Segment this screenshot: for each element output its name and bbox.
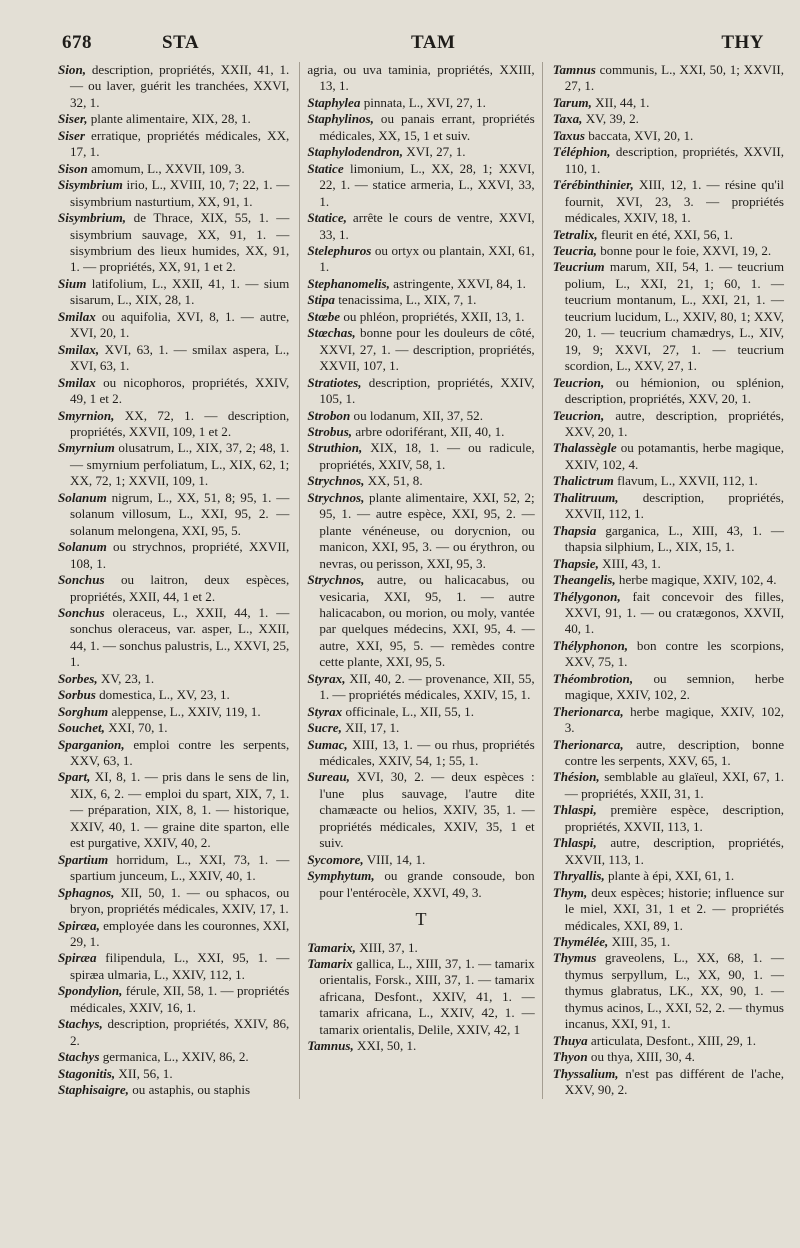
headword: Tamnus bbox=[552, 62, 596, 77]
entry-text: XIII, 12, 1. — résine qu'il fournit, XVI, 23, 3. — propriétés médicales, XXIV, 18, 1. bbox=[564, 177, 785, 226]
index-entry bbox=[552, 588, 785, 638]
entry-text: erratique, propriétés médicales, XX, 17, 1. bbox=[70, 127, 290, 160]
headword: Smyrnium bbox=[58, 440, 115, 456]
headword: Sparganion, bbox=[58, 736, 125, 752]
index-entry bbox=[307, 111, 535, 144]
headword: Solanum bbox=[58, 489, 107, 505]
headword: Staphylodendron, bbox=[307, 144, 403, 160]
index-entry bbox=[307, 670, 535, 704]
running-head-left: STA bbox=[162, 32, 200, 53]
index-entry bbox=[552, 111, 784, 127]
entry-text: XII, 56, 1. bbox=[115, 1065, 173, 1081]
headword: Sureau, bbox=[307, 769, 350, 785]
index-entry bbox=[552, 950, 785, 1032]
headword: Thapsie, bbox=[552, 555, 599, 571]
index-entry bbox=[58, 687, 289, 703]
headword: Strychnos, bbox=[307, 473, 365, 489]
headword: Sisymbrium bbox=[58, 177, 123, 193]
index-entry bbox=[307, 572, 535, 671]
headword: Stachys, bbox=[58, 1016, 103, 1032]
headword: Tarum, bbox=[552, 94, 592, 110]
entry-text: XVI, 30, 2. — deux espèces : l'une plus sauvage, l'autre dite chamæacte ou helios, XXIV, 35, 1. — propriétés médicales, XXIV, 35, 1 et suiv. bbox=[319, 769, 535, 851]
entry-text: n'est pas différent de l'ache, XXV, 90, 2. bbox=[564, 1065, 785, 1098]
index-entry bbox=[552, 703, 785, 737]
entry-text: description, propriétés, XXII, 41, 1. — ou laver, guérit les tranchées, XXVI, 32, 1. bbox=[70, 62, 290, 110]
entry-text: arrête le cours de ventre, XXVI, 33, 1. bbox=[319, 210, 535, 242]
headword: Sison bbox=[58, 160, 88, 176]
entry-text: ou thya, XIII, 30, 4. bbox=[587, 1049, 695, 1065]
entry-text: description, propriétés, XXVII, 112, 1. bbox=[564, 489, 785, 522]
index-entry bbox=[58, 1049, 289, 1065]
headword: Stœbe bbox=[307, 308, 341, 324]
index-entry bbox=[552, 1065, 785, 1099]
entry-text: fleurit en été, XXI, 56, 1. bbox=[597, 226, 733, 242]
index-entry bbox=[552, 802, 785, 835]
entry-text: autre, description, bonne contre les serpents, XXV, 65, 1. bbox=[564, 736, 785, 769]
index-entry bbox=[552, 884, 785, 934]
index-entry bbox=[307, 939, 534, 956]
headword: Strychnos, bbox=[307, 572, 365, 588]
headword: Sphagnos, bbox=[58, 884, 115, 900]
page-number: 678 bbox=[62, 32, 92, 53]
headword: Struthion, bbox=[307, 440, 363, 456]
headword: Stipa bbox=[307, 292, 335, 308]
index-entry bbox=[307, 325, 535, 374]
entry-text: bon contre les scorpions, XXV, 75, 1. bbox=[564, 637, 785, 670]
headword: Staphylinos, bbox=[307, 111, 374, 127]
headword: Teucrion, bbox=[552, 407, 605, 423]
headword: Staphylea bbox=[307, 94, 361, 110]
headword: Tamarix bbox=[307, 956, 353, 972]
index-entry bbox=[58, 736, 290, 770]
entry-text: employée dans les couronnes, XXI, 29, 1. bbox=[70, 917, 290, 950]
index-entry bbox=[307, 440, 535, 473]
headword: Thalitruum, bbox=[552, 489, 619, 505]
entry-text: autre, description, propriétés, XXV, 20, 1. bbox=[564, 407, 785, 439]
index-entry bbox=[58, 1082, 289, 1098]
entry-text: XII, 17, 1. bbox=[341, 720, 400, 736]
headword: Styrax, bbox=[307, 670, 346, 686]
index-entry bbox=[58, 670, 289, 687]
headword: Stœchas, bbox=[307, 325, 356, 341]
entry-text: XIII, 35, 1. bbox=[608, 934, 671, 950]
index-entry bbox=[307, 473, 534, 489]
index-entry bbox=[58, 308, 290, 342]
entry-text: ou potamantis, herbe magique, XXIV, 102, 4. bbox=[564, 440, 785, 472]
entry-text: horridum, L., XXI, 73, 1. — spartium junceum, L., XXIV, 40, 1. bbox=[70, 851, 290, 884]
index-entry bbox=[58, 374, 290, 408]
index-entry bbox=[58, 604, 290, 671]
index-entry bbox=[58, 720, 289, 736]
headword: Spart, bbox=[58, 769, 91, 785]
headword: Therionarca, bbox=[552, 736, 624, 752]
headword: Spartium bbox=[58, 851, 109, 867]
entry-text: articulata, Desfont., XIII, 29, 1. bbox=[587, 1032, 756, 1048]
index-entry bbox=[307, 275, 534, 292]
entry-text: gallica, L., XIII, 37, 1. — tamarix orientalis, Forsk., XIII, 37, 1. — tamarix africana, Desfont., XXIV, 41, 1. — tamarix africana, L., XXIV, 42, 1. — tamarix orientalis, Delile, XXIV, 42, 1 bbox=[319, 956, 535, 1037]
entry-text: XII, 44, 1. bbox=[591, 94, 650, 110]
entry-text: autre, description, propriétés, XXVII, 113, 1. bbox=[564, 835, 785, 867]
entry-text: ou astaphis, ou staphis bbox=[128, 1082, 251, 1098]
column-2 bbox=[299, 62, 542, 1099]
entry-text: communis, L., XXI, 50, 1; XXVII, 27, 1. bbox=[564, 62, 785, 94]
index-entry bbox=[58, 275, 290, 309]
headword: Taxus bbox=[552, 127, 585, 143]
entry-text: XV, 23, 1. bbox=[97, 670, 155, 686]
entry-text: VIII, 14, 1. bbox=[363, 851, 426, 867]
entry-text: XX, 72, 1. — description, propriétés, XXVII, 109, 1 et 2. bbox=[70, 407, 290, 439]
entry-text: nigrum, L., XX, 51, 8; 95, 1. — solanum villosum, L., XXI, 95, 2. — solanum melongena, XXI, 95, 5. bbox=[70, 489, 290, 538]
headword: Thélygonon, bbox=[552, 588, 621, 604]
headword: Sisymbrium, bbox=[58, 210, 127, 226]
entry-text: description, propriétés, XXIV, 86, 2. bbox=[70, 1016, 290, 1048]
headword: Statice bbox=[307, 160, 344, 176]
entry-text: XI, 8, 1. — pris dans le sens de lin, XIX, 6, 2. — emploi du spart, XIX, 7, 1. — préparation, XIX, 8, 1. — historique, XXIV, 40, 1. — graine dite sparton, elle est purgative, XXIV, 40, 2. bbox=[70, 769, 290, 851]
headword: Smilax bbox=[58, 308, 96, 324]
index-entry bbox=[552, 94, 784, 111]
headword: Thymus bbox=[552, 950, 597, 966]
headword: Spondylion, bbox=[58, 983, 123, 999]
headword: Sumac, bbox=[307, 736, 348, 752]
index-entry bbox=[552, 374, 785, 408]
headword: Statice, bbox=[307, 210, 347, 226]
headword: Teucrium bbox=[552, 259, 605, 275]
entry-text: pinnata, L., XVI, 27, 1. bbox=[360, 94, 486, 110]
entry-text: ou nicophoros, propriétés, XXIV, 49, 1 et 2. bbox=[70, 374, 290, 407]
index-entry bbox=[552, 473, 784, 489]
headword: Stratiotes, bbox=[307, 374, 362, 390]
index-entry bbox=[307, 62, 535, 95]
headword: Thym, bbox=[552, 884, 588, 900]
index-entry bbox=[58, 407, 290, 441]
running-head-right: THY bbox=[721, 32, 764, 53]
index-entry bbox=[307, 851, 534, 868]
entry-text: tenacissima, L., XIX, 7, 1. bbox=[334, 292, 477, 308]
index-entry bbox=[58, 440, 290, 489]
entry-text: herbe magique, XXIV, 102, 3. bbox=[564, 703, 785, 736]
headword: Souchet, bbox=[58, 720, 105, 736]
index-entry bbox=[58, 983, 290, 1016]
headword: Spiræa bbox=[58, 950, 97, 966]
index-entry bbox=[58, 210, 290, 276]
entry-text: officinale, L., XII, 55, 1. bbox=[342, 703, 474, 719]
entry-text: olusatrum, L., XIX, 37, 2; 48, 1. — smyrnium perfoliatum, L., XIX, 62, 1; XX, 72, 1; XXVII, 109, 1. bbox=[70, 440, 290, 489]
headword: Sonchus bbox=[58, 572, 105, 588]
entry-text: filipendula, L., XXI, 95, 1. — spiræa ulmaria, L., XXIV, 112, 1. bbox=[70, 950, 290, 982]
headword: Smyrnion, bbox=[58, 407, 115, 423]
index-entry bbox=[58, 1065, 289, 1082]
entry-text: aleppense, L., XXIV, 119, 1. bbox=[108, 703, 261, 719]
index-entry bbox=[307, 703, 534, 720]
index-entry bbox=[552, 440, 785, 473]
entry-text: oleraceus, L., XXII, 44, 1. — sonchus oleraceus, var. asper, L., XXII, 44, 1. — sonchus palustris, L., XXVI, 25, 1. bbox=[70, 604, 290, 670]
section-letter: T bbox=[415, 909, 427, 930]
column-1 bbox=[58, 62, 289, 1099]
entry-text: bonne pour les douleurs de côté, XXVI, 27, 1. — description, propriétés, XXVII, 107, 1. bbox=[319, 325, 535, 374]
index-entry bbox=[552, 769, 785, 802]
index-entry bbox=[307, 489, 535, 572]
index-entry bbox=[307, 956, 535, 1038]
entry-text: domestica, L., XV, 23, 1. bbox=[95, 687, 230, 703]
headword: Sorbus bbox=[58, 687, 96, 703]
entry-text: ou phléon, propriétés, XXII, 13, 1. bbox=[340, 308, 525, 324]
entry-text: XIII, 13, 1. — ou rhus, propriétés médicales, XXIV, 54, 1; 55, 1. bbox=[319, 736, 535, 769]
index-entry bbox=[552, 1049, 784, 1065]
index-entry bbox=[307, 94, 534, 111]
page-header bbox=[58, 28, 784, 62]
column-3 bbox=[553, 62, 784, 1099]
entry-text: XXI, 70, 1. bbox=[104, 720, 168, 736]
headword: Théombrotion, bbox=[552, 670, 634, 686]
entry-text: plante à épi, XXI, 61, 1. bbox=[604, 868, 735, 884]
index-entry bbox=[552, 522, 785, 556]
headword: Stelephuros bbox=[307, 242, 372, 258]
index-entry bbox=[58, 769, 290, 851]
entry-text: XIII, 37, 1. bbox=[355, 939, 418, 955]
entry-text: ou hémionion, ou splénion, description, propriétés, XXV, 20, 1. bbox=[564, 374, 785, 407]
index-entry bbox=[58, 489, 290, 539]
index-entry bbox=[552, 62, 785, 95]
entry-text: XIX, 18, 1. — ou radicule, propriétés, XXIV, 58, 1. bbox=[319, 440, 535, 472]
headword: Sorbes, bbox=[58, 670, 98, 686]
headword: Térébinthinier, bbox=[552, 177, 634, 193]
headword: Solanum bbox=[58, 539, 107, 555]
headword: Sion, bbox=[58, 62, 87, 77]
entry-text: latifolium, L., XXII, 41, 1. — sium sisarum, L., XIX, 28, 1. bbox=[70, 275, 290, 308]
headword: Thyon bbox=[552, 1049, 588, 1065]
headword: Sucre, bbox=[307, 720, 342, 736]
headword: Siser bbox=[58, 127, 85, 143]
index-entry bbox=[307, 736, 535, 770]
entry-text: ou aquifolia, XVI, 8, 1. — autre, XVI, 20, 1. bbox=[70, 308, 290, 341]
index-entry bbox=[552, 177, 785, 226]
headword: Sycomore, bbox=[307, 851, 364, 867]
headword: Sium bbox=[58, 275, 87, 291]
index-entry bbox=[552, 572, 784, 588]
headword: Thryallis, bbox=[552, 868, 605, 884]
headword: Thlaspi, bbox=[552, 835, 597, 851]
entry-text: ou ortyx ou plantain, XXI, 61, 1. bbox=[319, 242, 535, 275]
index-entry bbox=[58, 62, 290, 111]
index-entry bbox=[58, 917, 290, 951]
headword: Tamnus, bbox=[307, 1038, 354, 1054]
entry-text: ou lodanum, XII, 37, 52. bbox=[350, 407, 484, 423]
headword: Sonchus bbox=[58, 604, 105, 620]
index-entry bbox=[58, 177, 290, 210]
entry-text: ou laitron, deux espèces, propriétés, XXII, 44, 1 et 2. bbox=[70, 572, 290, 604]
index-entry bbox=[307, 769, 535, 851]
headword: Tamarix, bbox=[307, 939, 356, 955]
index-entry bbox=[307, 720, 534, 736]
headword: Teucria, bbox=[552, 242, 597, 258]
index-entry bbox=[58, 950, 290, 983]
index-entry bbox=[307, 423, 534, 440]
entry-text: plante alimentaire, XIX, 28, 1. bbox=[87, 111, 251, 127]
index-entry bbox=[552, 1032, 784, 1049]
index-entry bbox=[307, 374, 535, 408]
index-entry bbox=[552, 637, 785, 671]
entry-text: de Thrace, XIX, 55, 1. — sisymbrium sauvage, XX, 91, 1. — sisymbrium des lieux humides, XX, 91, 1. — propriétés, XX, 91, 1 et 2. bbox=[70, 210, 290, 275]
index-entry bbox=[552, 835, 785, 868]
index-entry bbox=[307, 210, 535, 243]
entry-text: deux espèces; historie; influence sur le miel, XXI, 31, 1 et 2. — propriétés médicales, XXI, 89, 1. bbox=[564, 884, 785, 933]
index-entry bbox=[552, 144, 785, 177]
index-entry bbox=[307, 308, 534, 325]
index-entry bbox=[307, 1038, 534, 1054]
index-entry bbox=[58, 127, 290, 161]
entry-text: ou semnion, herbe magique, XXIV, 102, 2. bbox=[564, 670, 785, 703]
entry-text: description, propriétés, XXVII, 110, 1. bbox=[564, 144, 785, 176]
entry-text: ou strychnos, propriété, XXVII, 108, 1. bbox=[70, 539, 290, 571]
entry-text: semblable au glaïeul, XXI, 67, 1. — propriétés, XXII, 31, 1. bbox=[564, 769, 785, 801]
entry-text: première espèce, description, propriétés, XXVII, 113, 1. bbox=[564, 802, 785, 834]
headword: Thésion, bbox=[552, 769, 600, 785]
index-entry bbox=[552, 127, 784, 144]
entry-text: XVI, 63, 1. — smilax aspera, L., XVI, 63, 1. bbox=[70, 341, 290, 374]
headword: Thyssalium, bbox=[552, 1065, 619, 1081]
index-entry bbox=[307, 407, 534, 424]
entry-text: férule, XII, 58, 1. — propriétés médicales, XXIV, 16, 1. bbox=[70, 983, 290, 1015]
headword: Siser, bbox=[58, 111, 88, 127]
index-entry bbox=[58, 539, 290, 572]
headword: Strychnos, bbox=[307, 489, 365, 505]
index-entry bbox=[552, 555, 784, 572]
entry-text: amomum, L., XXVII, 109, 3. bbox=[87, 160, 245, 176]
entry-text: herbe magique, XXIV, 102, 4. bbox=[615, 572, 777, 588]
headword: Tetralix, bbox=[552, 226, 598, 242]
entry-text: XXI, 50, 1. bbox=[353, 1038, 417, 1054]
entry-text: XII, 50, 1. — ou sphacos, ou bryon, propriétés médicales, XXIV, 17, 1. bbox=[70, 884, 290, 917]
entry-text: XIII, 43, 1. bbox=[598, 555, 661, 571]
entry-text: agria, ou uva taminia, propriétés, XXIII, 13, 1. bbox=[307, 62, 535, 94]
headword: Thlaspi, bbox=[552, 802, 597, 818]
entry-text: arbre odoriférant, XII, 40, 1. bbox=[352, 423, 505, 439]
entry-text: irio, L., XVIII, 10, 7; 22, 1. — sisymbrium nasturtium, XX, 91, 1. bbox=[70, 177, 290, 209]
index-entry bbox=[307, 292, 534, 308]
headword: Therionarca, bbox=[552, 703, 624, 719]
index-entry bbox=[552, 489, 785, 523]
headword: Téléphion, bbox=[552, 144, 611, 160]
entry-text: fait concevoir des filles, XXVI, 91, 1. — ou cratægonos, XXVII, 40, 1. bbox=[564, 588, 785, 637]
index-entry bbox=[58, 572, 290, 605]
index-entry bbox=[58, 884, 290, 918]
index-entry bbox=[58, 111, 289, 127]
entry-text: ou grande consoude, bon pour l'entérocèle, XXVI, 49, 3. bbox=[319, 868, 535, 900]
headword: Strobus, bbox=[307, 423, 353, 439]
index-entry bbox=[552, 407, 785, 441]
entry-text: XII, 40, 2. — provenance, XII, 55, 1. — propriétés médicales, XXIV, 15, 1. bbox=[319, 670, 535, 703]
running-head-center: TAM bbox=[411, 32, 456, 53]
index-entry bbox=[552, 670, 785, 704]
headword: Stephanomelis, bbox=[307, 275, 390, 291]
entry-text: bonne pour le foie, XXVI, 19, 2. bbox=[596, 242, 772, 258]
entry-text: XVI, 27, 1. bbox=[403, 144, 466, 160]
entry-text: flavum, L., XXVII, 112, 1. bbox=[613, 473, 758, 489]
entry-text: graveolens, L., XX, 68, 1. — thymus serpyllum, L., XX, 90, 1. — thymus glabratus, LK., XX, 90, 1. — thymus acinos, L., XXI, 52, 2. — thymus incanus, XXI, 91, 1. bbox=[564, 950, 785, 1032]
index-entry bbox=[552, 736, 785, 770]
index-entry bbox=[307, 868, 535, 901]
headword: Stagonitis, bbox=[58, 1065, 116, 1081]
entry-text: description, propriétés, XXIV, 105, 1. bbox=[319, 374, 535, 407]
headword: Teucrion, bbox=[552, 374, 605, 390]
index-entry bbox=[307, 144, 534, 160]
index-entry bbox=[307, 160, 535, 210]
index-entry bbox=[552, 868, 784, 884]
headword: Styrax bbox=[307, 703, 343, 719]
headword: Thélyphonon, bbox=[552, 637, 629, 653]
entry-text: autre, ou halicacabus, ou vesicaria, XXI, 95, 1. — autre halicacabon, ou morion, ou moly, vantée par quelques médecins, XXI, 95, 4. — autre, XXI, 95, 5. — remèdes contre cette plante, XXI, 95, 5. bbox=[319, 572, 535, 670]
index-entry bbox=[552, 259, 785, 374]
headword: Sorghum bbox=[58, 703, 109, 719]
entry-text: plante alimentaire, XXI, 52, 2; 95, 1. — autre espèce, XXI, 95, 2. — plante vénéneuse, ou dorycnion, ou manicon, XXI, 95, 3. — ou érythron, ou nevras, ou perisson, XXI, 95, 3. bbox=[319, 489, 535, 571]
entry-text: XV, 39, 2. bbox=[582, 111, 639, 127]
index-entry bbox=[58, 1016, 290, 1049]
entry-text: ou panais errant, propriétés médicales, XX, 15, 1 et suiv. bbox=[319, 111, 535, 143]
headword: Smilax bbox=[58, 374, 96, 390]
entry-text: baccata, XVI, 20, 1. bbox=[584, 127, 694, 143]
entry-text: emploi contre les serpents, XXV, 63, 1. bbox=[70, 736, 290, 769]
entry-text: limonium, L., XX, 28, 1; XXVI, 22, 1. — statice armeria, L., XXVI, 33, 1. bbox=[319, 160, 535, 209]
headword: Theangelis, bbox=[552, 572, 616, 588]
headword: Stachys bbox=[58, 1049, 100, 1065]
index-entry bbox=[58, 703, 289, 720]
index-entry bbox=[552, 226, 784, 243]
headword: Thalassègle bbox=[552, 440, 617, 456]
headword: Spiræa, bbox=[58, 917, 100, 933]
headword: Symphytum, bbox=[307, 868, 375, 884]
entry-text: astringente, XXVI, 84, 1. bbox=[389, 275, 526, 291]
index-entry bbox=[552, 934, 784, 950]
headword: Thapsia bbox=[552, 522, 597, 538]
entry-text: XX, 51, 8. bbox=[364, 473, 423, 489]
index-entry bbox=[58, 160, 289, 177]
headword: Thuya bbox=[552, 1032, 588, 1048]
index-entry bbox=[307, 242, 535, 276]
index-entry bbox=[58, 851, 290, 885]
headword: Strobon bbox=[307, 407, 351, 423]
headword: Thymélée, bbox=[552, 934, 609, 950]
entry-text: germanica, L., XXIV, 86, 2. bbox=[99, 1049, 249, 1065]
entry-text: garganica, L., XIII, 43, 1. — thapsia silphium, L., XIX, 15, 1. bbox=[564, 522, 785, 555]
headword: Smilax, bbox=[58, 341, 100, 357]
headword: Taxa, bbox=[552, 111, 583, 127]
index-columns bbox=[58, 62, 784, 1099]
entry-text: marum, XII, 54, 1. — teucrium polium, L., XXI, 21, 1; 60, 1. — teucrium montanum, L., XXI, 21, 1. — teucrium lucidum, L., XXIV, 80, 1; XXV, 20, 1. — teucrium chamædrys, L., XIV, 19, 9; XXVI, 27, 1. — teucrium scordion, L., XXV, 27, 1. bbox=[564, 259, 785, 374]
headword: Thalictrum bbox=[552, 473, 614, 489]
headword: Staphisaigre, bbox=[58, 1082, 129, 1098]
index-entry bbox=[552, 242, 784, 259]
index-entry bbox=[58, 341, 290, 375]
